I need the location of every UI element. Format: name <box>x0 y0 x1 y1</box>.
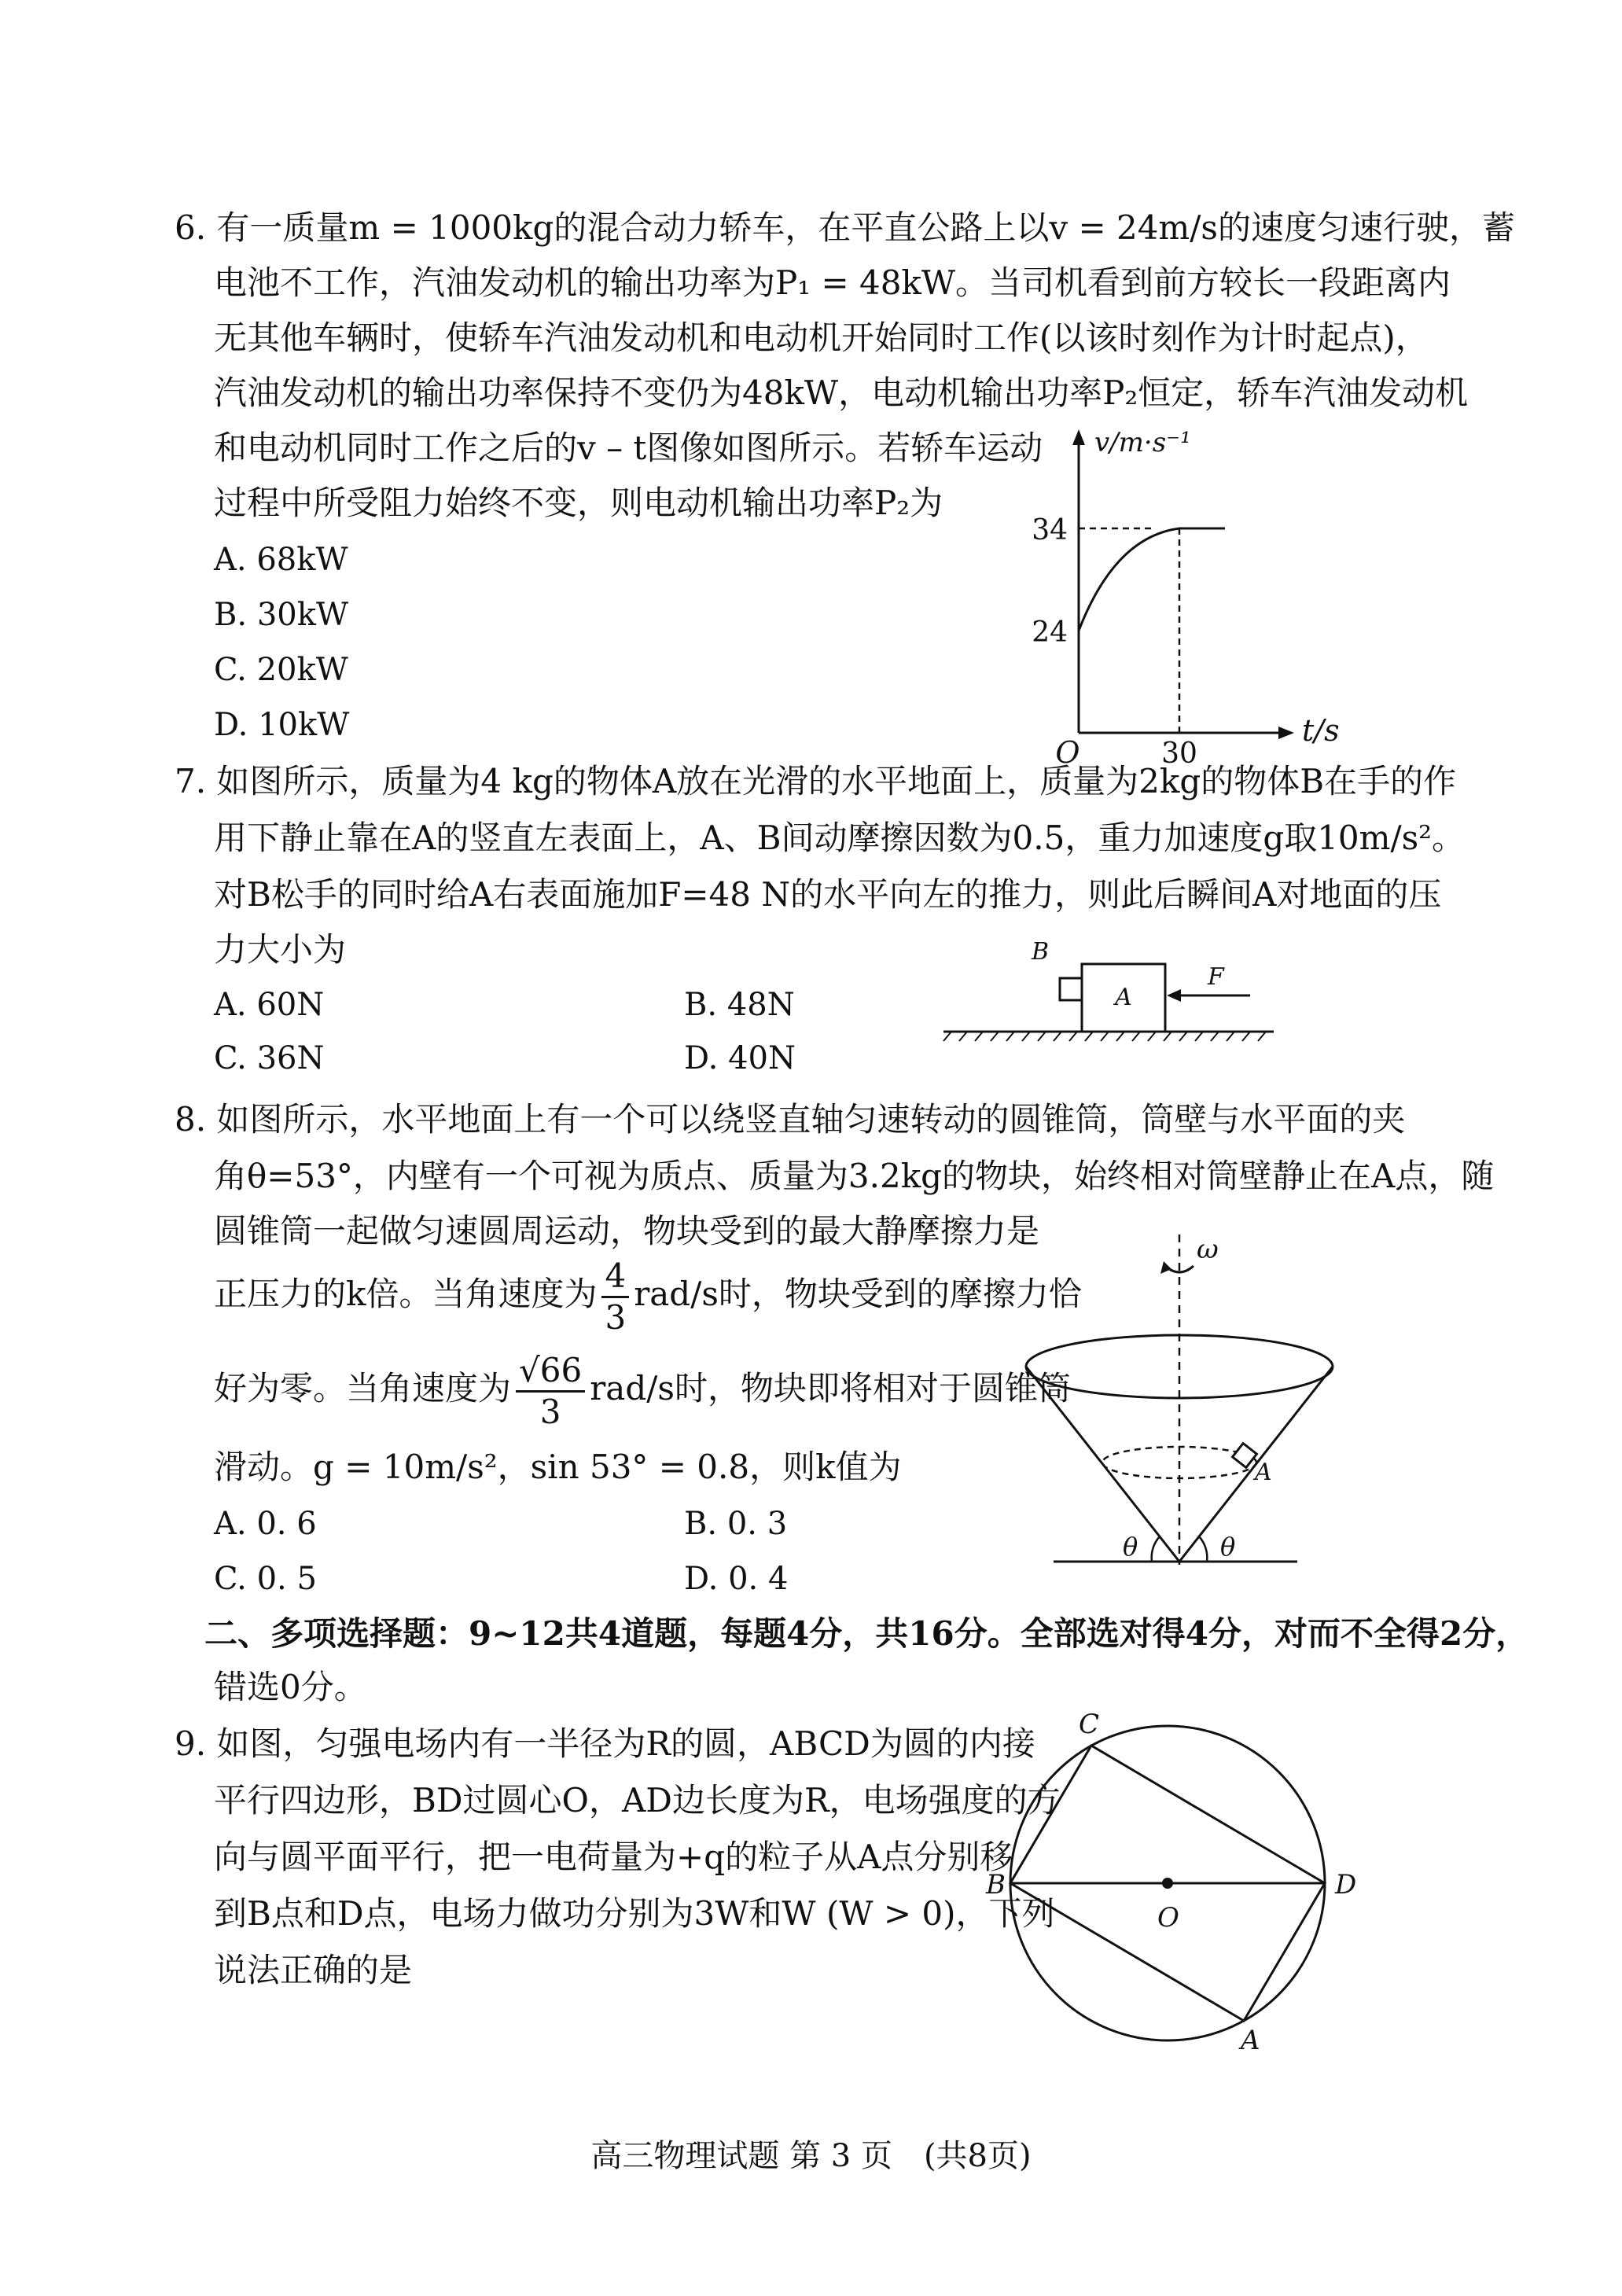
q9-label-b: B <box>986 1869 1006 1900</box>
q6-graph-ytick-34: 34 <box>1032 514 1068 546</box>
q6-option-c: C. 20kW <box>214 652 348 688</box>
q7-label-f: F <box>1208 963 1224 991</box>
q7-option-d: D. 40N <box>684 1040 796 1076</box>
q8-line-5-post: rad/s时，物块即将相对于圆锥筒 <box>590 1369 1071 1407</box>
q9-line-5: 说法正确的是 <box>214 1951 413 1989</box>
q6-line-6: 过程中所受阻力始终不变，则电动机输出功率P₂为 <box>214 484 943 522</box>
q6-graph-xlabel: t/s <box>1302 713 1340 748</box>
q6-vt-graph <box>1022 425 1352 770</box>
q9-line-3: 向与圆平面平行，把一电荷量为+q的粒子从A点分别移 <box>214 1838 1013 1876</box>
q8-fraction-sqrt66-3 <box>516 1351 585 1432</box>
q6-graph-xtick-30: 30 <box>1161 738 1197 770</box>
q9-label-a: A <box>1241 2025 1260 2056</box>
q8-theta-left: θ <box>1123 1532 1138 1562</box>
q8-option-b: B. 0. 3 <box>684 1506 788 1542</box>
q8-omega-label: ω <box>1197 1234 1219 1265</box>
q6-graph-ylabel: v/m·s⁻¹ <box>1094 427 1191 458</box>
q9-circle-figure <box>975 1698 1360 2056</box>
q8-option-d: D. 0. 4 <box>684 1561 789 1597</box>
q7-line-2: 用下静止靠在A的竖直左表面上，A、B间动摩擦因数为0.5，重力加速度g取10m/s²。 <box>214 819 1466 857</box>
q7-option-a: A. 60N <box>214 987 325 1023</box>
q9-label-o: O <box>1157 1902 1179 1934</box>
q9-line-4: 到B点和D点，电场力做功分别为3W和W (W > 0)，下列 <box>214 1894 1055 1933</box>
q7-label-a: A <box>1115 984 1132 1011</box>
q8-theta-right: θ <box>1220 1532 1236 1562</box>
q8-line-2: 角θ=53°，内壁有一个可视为质点、质量为3.2kg的物块，始终相对筒壁静止在A点，随 <box>214 1157 1495 1195</box>
q6-graph-ytick-24: 24 <box>1032 616 1068 649</box>
q9-line-1: 9. 如图，匀强电场内有一半径为R的圆，ABCD为圆的内接 <box>175 1724 1035 1763</box>
q8-fraction-denominator: 3 <box>605 1297 627 1337</box>
q8-line-4-pre: 正压力的k倍。当角速度为 <box>214 1275 598 1313</box>
q8-fraction-numerator: 4 <box>601 1257 629 1298</box>
q8-fraction-sqrt-denominator: 3 <box>539 1392 561 1431</box>
q6-line-4: 汽油发动机的输出功率保持不变仍为48kW，电动机输出功率P₂恒定，轿车汽油发动机 <box>214 373 1469 412</box>
q6-option-a: A. 68kW <box>214 542 348 578</box>
q7-label-b: B <box>1032 938 1050 966</box>
q8-line-1: 8. 如图所示，水平地面上有一个可以绕竖直轴匀速转动的圆锥筒，筒壁与水平面的夹 <box>175 1100 1406 1139</box>
q6-line-1: 6. 有一质量m = 1000kg的混合动力轿车，在平直公路上以v = 24m/s的速度匀速行驶，蓄 <box>175 208 1515 247</box>
q6-line-2: 电池不工作，汽油发动机的输出功率为P₁ = 48kW。当司机看到前方较长一段距离内 <box>214 263 1451 302</box>
section2-line-2: 错选0分。 <box>214 1668 367 1706</box>
q9-label-d: D <box>1335 1869 1357 1900</box>
q8-line-5 <box>214 1349 1071 1432</box>
q7-block-figure <box>943 936 1289 1054</box>
q8-fraction-4-3 <box>601 1257 629 1337</box>
q9-line-2: 平行四边形，BD过圆心O，AD边长度为R，电场强度的方 <box>214 1781 1061 1820</box>
q7-option-c: C. 36N <box>214 1040 325 1076</box>
page-footer: 高三物理试题 第 3 页 (共8页) <box>590 2138 1032 2174</box>
q8-option-c: C. 0. 5 <box>214 1561 317 1597</box>
q8-line-6: 滑动。g = 10m/s²，sin 53° = 0.8，则k值为 <box>214 1448 902 1486</box>
q6-line-3: 无其他车辆时，使轿车汽油发动机和电动机开始同时工作(以该时刻作为计时起点)， <box>214 318 1429 357</box>
q7-line-3: 对B松手的同时给A右表面施加F=48 N的水平向左的推力，则此后瞬间A对地面的压 <box>214 875 1442 914</box>
q8-cone-figure <box>1022 1227 1352 1573</box>
q8-line-3: 圆锥筒一起做匀速圆周运动，物块受到的最大静摩擦力是 <box>214 1212 1040 1250</box>
q8-fraction-sqrt-numerator: √66 <box>516 1351 585 1393</box>
q6-graph-origin: O <box>1055 735 1080 770</box>
q8-label-a: A <box>1255 1459 1272 1486</box>
q8-line-4 <box>214 1255 1082 1337</box>
q6-option-b: B. 30kW <box>214 597 349 633</box>
q8-line-4-post: rad/s时，物块受到的摩擦力恰 <box>634 1275 1082 1313</box>
q7-line-4: 力大小为 <box>214 930 347 969</box>
q8-line-5-pre: 好为零。当角速度为 <box>214 1369 512 1407</box>
q9-label-c: C <box>1079 1709 1100 1740</box>
q6-option-d: D. 10kW <box>214 707 350 743</box>
section2-line-1: 二、多项选择题：9~12共4道题，每题4分，共16分。全部选对得4分，对而不全得2分， <box>204 1614 1529 1653</box>
q8-option-a: A. 0. 6 <box>214 1506 317 1542</box>
q6-line-5: 和电动机同时工作之后的v – t图像如图所示。若轿车运动 <box>214 429 1043 467</box>
q7-line-1: 7. 如图所示，质量为4 kg的物体A放在光滑的水平地面上，质量为2kg的物体B在手的作 <box>175 762 1457 800</box>
q7-option-b: B. 48N <box>684 987 795 1023</box>
